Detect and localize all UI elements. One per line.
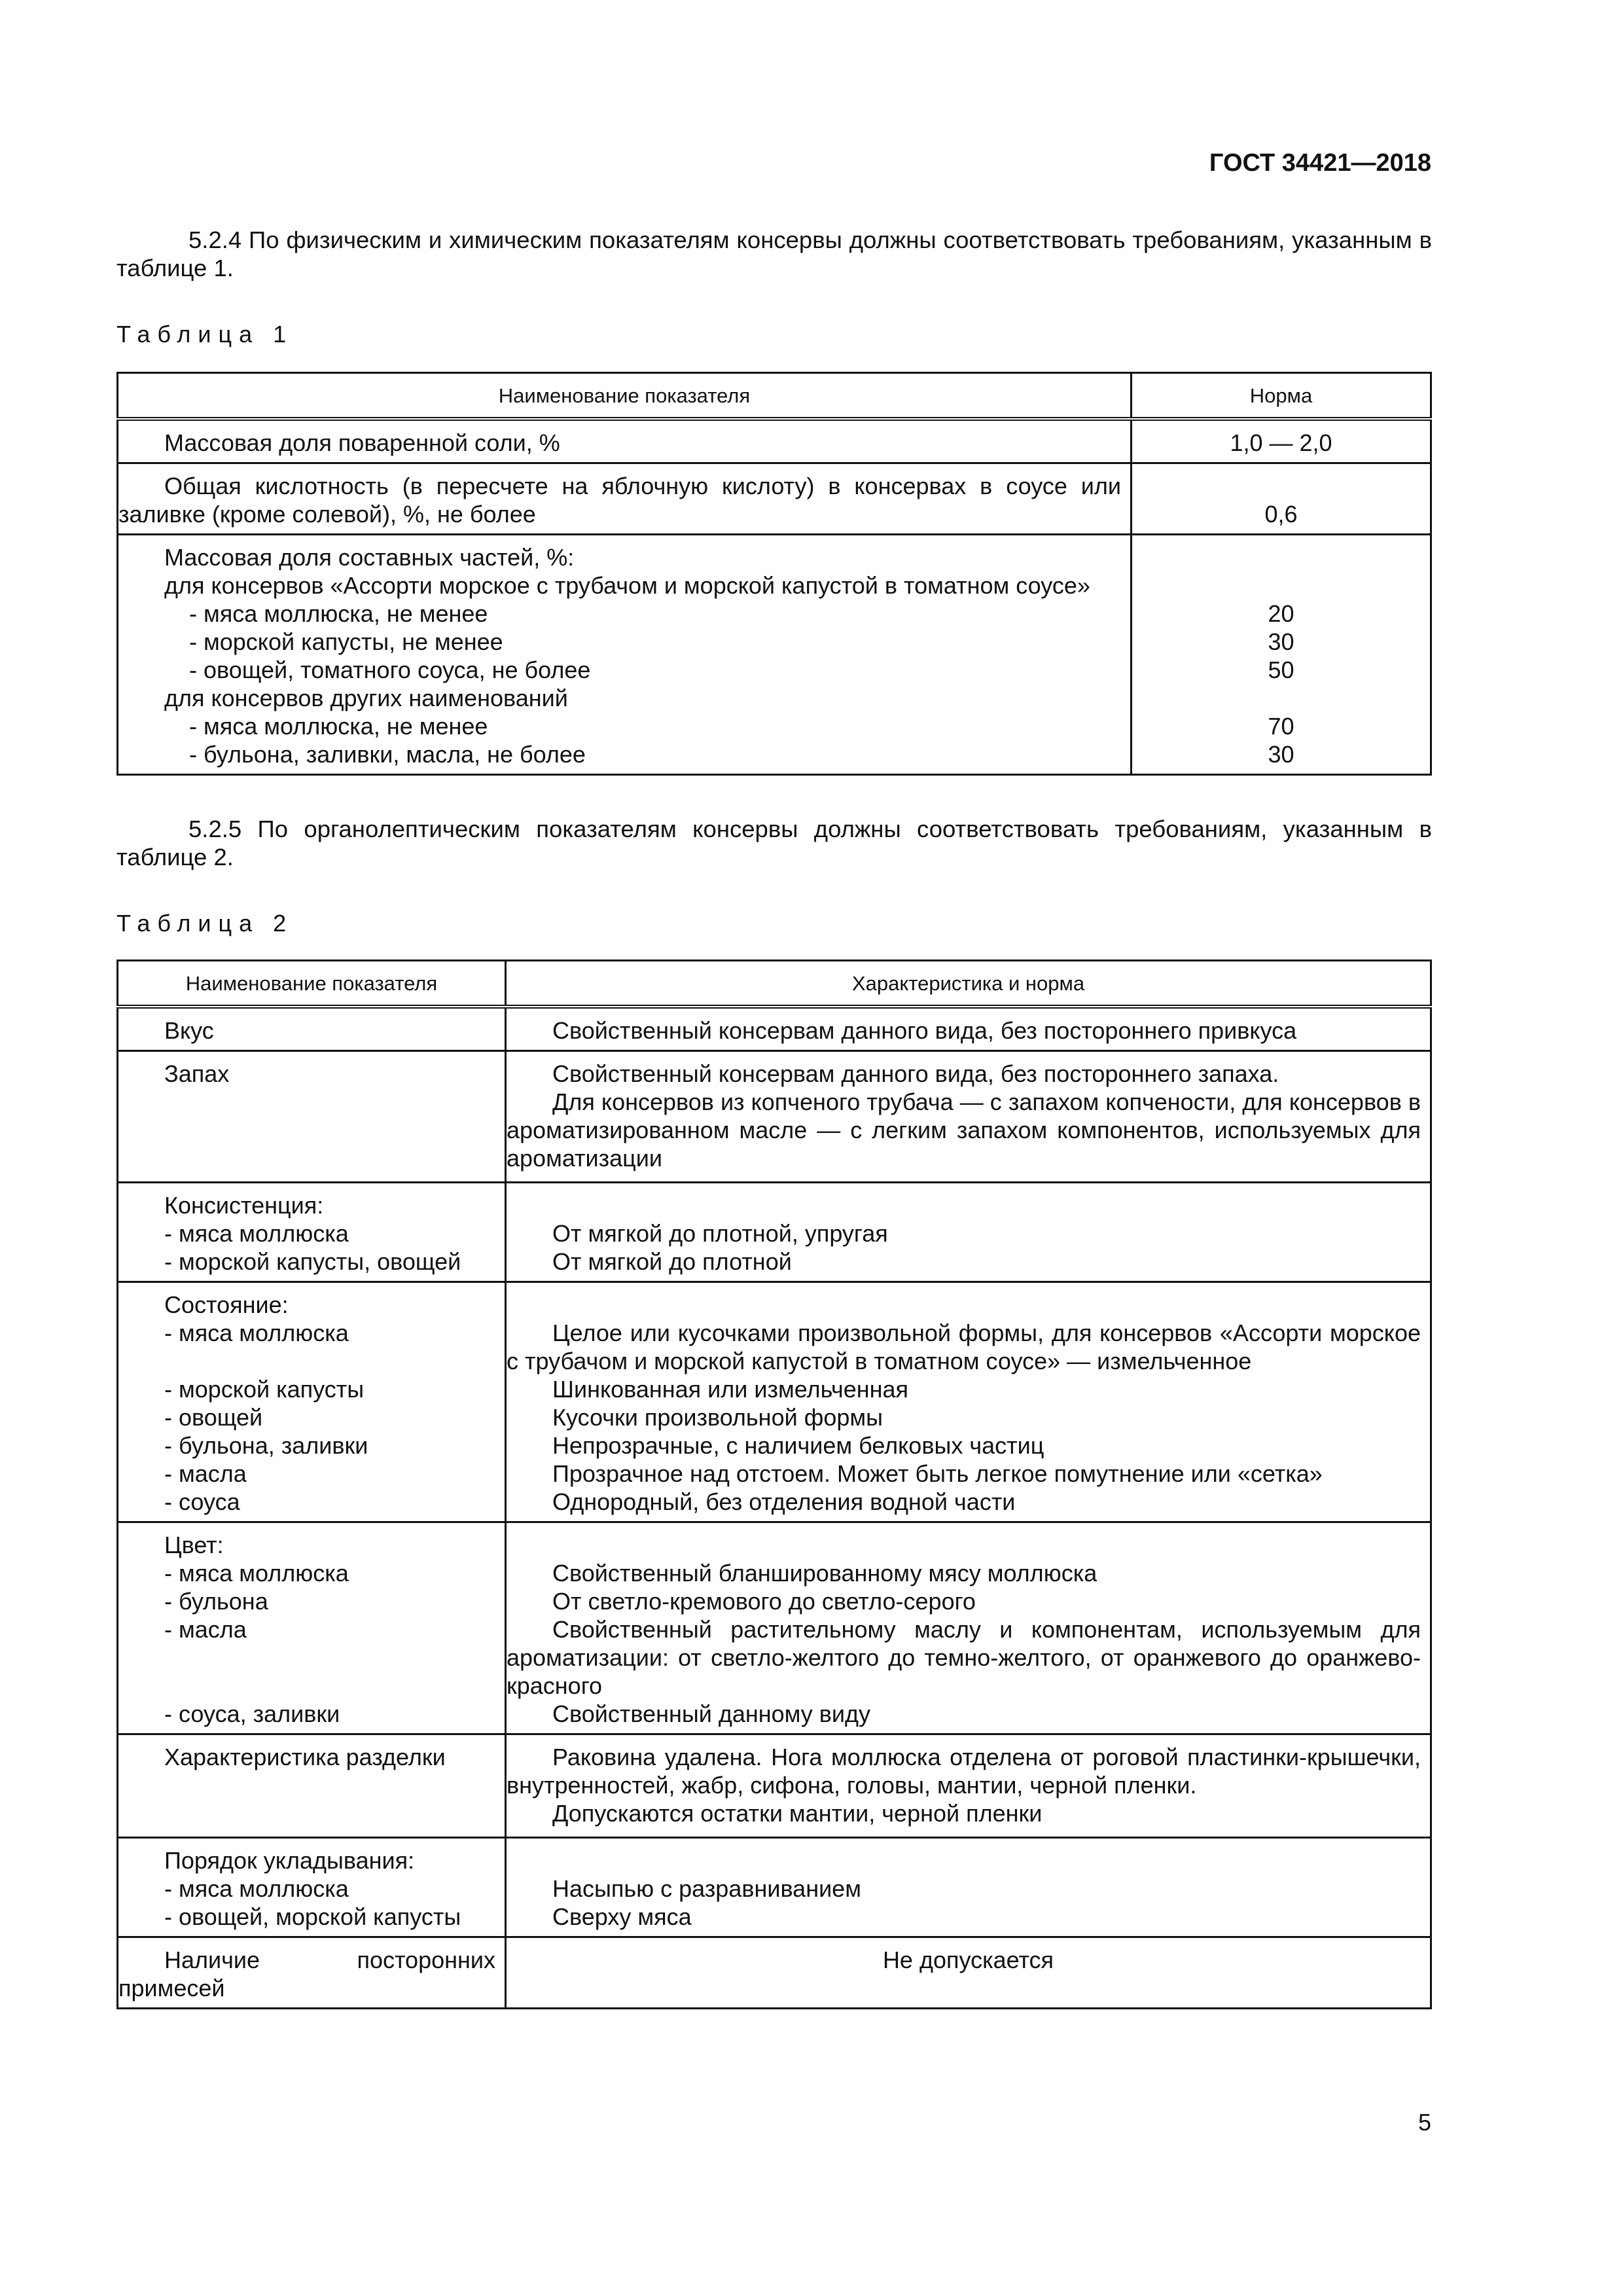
table-2-order-s1: - мяса моллюска: [164, 1875, 349, 1902]
table-row: [118, 463, 1431, 535]
table-2-header-name: Наименование показателя: [118, 961, 506, 1007]
table-1-r3-l8: - бульона, заливки, масла, не более: [189, 741, 586, 768]
table-1-r3-v4: 30: [1268, 628, 1294, 655]
page-number: 5: [1418, 2109, 1431, 2136]
table-2-color-v4: Свойственный данному виду: [552, 1700, 871, 1727]
table-2-cut-name: Характеристика разделки: [118, 1734, 506, 1838]
table-2-taste-name: Вкус: [118, 1007, 506, 1051]
table-2-order-v1: Насыпью с разравниванием: [552, 1875, 861, 1902]
table-1-r3-l5: - овощей, томатного соуса, не более: [189, 656, 591, 683]
table-2-color-v2: От светло-кремового до светло-серого: [552, 1588, 976, 1615]
table-2-order-s2: - овощей, морской капусты: [164, 1903, 461, 1930]
paragraph-5-2-4: 5.2.4 По физическим и химическим показателям консервы должны соответствовать требованиям, указанным в таблице 1.: [116, 226, 1432, 281]
table-2-state-s6: - соуса: [164, 1488, 240, 1515]
table-2-state-name: Состояние:: [164, 1291, 289, 1318]
table-2-state-s2: - морской капусты: [164, 1376, 365, 1403]
table-row: [118, 419, 1431, 463]
table-2-state-v6: Однородный, без отделения водной части: [552, 1488, 1016, 1515]
table-1-header-name: Наименование показателя: [118, 373, 1132, 420]
table-2-smell-v1: Свойственный консервам данного вида, без постороннего запаха.: [552, 1060, 1279, 1087]
table-1-r3-l3: - мяса моллюска, не менее: [189, 600, 488, 627]
table-2-smell-v2: Для консервов из копченого трубача — с запахом копчености, для консервов в ароматизированном масле — с легким запахом компонентов, используемых для ароматизации: [507, 1088, 1421, 1172]
table-2: [116, 960, 1432, 2009]
table-2-state-v2: Шинкованная или измельченная: [552, 1376, 909, 1403]
table-1: [116, 372, 1432, 776]
table-2-color-s4: - соуса, заливки: [164, 1700, 340, 1727]
table-1-r1-name: Массовая доля поваренной соли, %: [118, 419, 1132, 463]
table-row: [118, 1282, 1431, 1522]
table-2-imp-name: Наличие посторонних примесей: [118, 1946, 495, 2001]
table-2-cons-v1: От мягкой до плотной, упругая: [552, 1220, 888, 1247]
table-2-state-s3: - овощей: [164, 1404, 263, 1431]
table-1-r3-v5: 50: [1268, 656, 1294, 683]
table-row: [118, 1937, 1431, 2009]
table-1-r2-name: Общая кислотность (в пересчете на яблочную кислоту) в консервах в соусе или заливке (кроме солевой), %, не более: [118, 473, 1121, 528]
document-header: ГОСТ 34421—2018: [1209, 149, 1431, 177]
table-1-r3-l6: для консервов других наименований: [164, 685, 568, 711]
table-2-color-s1: - мяса моллюска: [164, 1560, 349, 1587]
table-2-state-s4: - бульона, заливки: [164, 1432, 368, 1459]
table-2-state-s5: - масла: [164, 1460, 247, 1487]
table-1-r3-l4: - морской капусты, не менее: [189, 628, 503, 655]
table-1-r3-l7: - мяса моллюска, не менее: [189, 713, 488, 740]
table-row: [118, 1007, 1431, 1051]
table-2-state-s1: - мяса моллюска: [164, 1319, 349, 1346]
table-2-taste-val: Свойственный консервам данного вида, без постороннего привкуса: [506, 1007, 1431, 1051]
table-2-smell-name: Запах: [118, 1051, 506, 1183]
table-row: [118, 1838, 1431, 1937]
table-1-r3-l1: Массовая доля составных частей, %:: [164, 544, 575, 571]
table-2-color-s2: - бульона: [164, 1588, 268, 1615]
table-1-r2-norm: 0,6: [1132, 463, 1431, 535]
table-1-header-norm: Норма: [1132, 373, 1431, 420]
table-1-r3-v3: 20: [1268, 600, 1294, 627]
table-2-color-v3: Свойственный растительному маслу и компонентам, используемым для ароматизации: от светло-желтого до темно-желтого, от оранжевого до оранжево-красного: [507, 1616, 1421, 1699]
table-2-cons-name: Консистенция:: [164, 1192, 324, 1219]
table-2-header-char: Характеристика и норма: [506, 961, 1431, 1007]
table-row: [118, 535, 1431, 775]
table-2-color-v1: Свойственный бланшированному мясу моллюска: [552, 1560, 1097, 1587]
table-2-state-v5: Прозрачное над отстоем. Может быть легкое помутнение или «сетка»: [552, 1460, 1323, 1487]
table-2-cons-v2: От мягкой до плотной: [552, 1248, 792, 1275]
table-1-caption: Таблица 1: [116, 321, 294, 348]
table-2-color-s3: - масла: [164, 1616, 247, 1643]
table-row: [118, 1051, 1431, 1183]
table-row: [118, 1734, 1431, 1838]
table-1-r3-l2: для консервов «Ассорти морское с трубачом и морской капустой в томатном соусе»: [164, 572, 1090, 599]
table-2-state-v3: Кусочки произвольной формы: [552, 1404, 883, 1431]
table-2-cons-s1: - мяса моллюска: [164, 1220, 349, 1247]
table-2-caption: Таблица 2: [116, 910, 294, 937]
table-2-cons-s2: - морской капусты, овощей: [164, 1248, 461, 1275]
table-row: [118, 1183, 1431, 1282]
paragraph-5-2-5: 5.2.5 По органолептическим показателям консервы должны соответствовать требованиям, указанным в таблице 2.: [116, 816, 1432, 870]
table-2-state-v4: Непрозрачные, с наличием белковых частиц: [552, 1432, 1044, 1459]
table-2-color-name: Цвет:: [164, 1532, 224, 1558]
table-1-r3-v8: 30: [1268, 741, 1294, 768]
table-row: [118, 1522, 1431, 1734]
table-1-r1-norm: 1,0 — 2,0: [1132, 419, 1431, 463]
table-2-order-name: Порядок укладывания:: [164, 1847, 415, 1874]
table-1-r3-v7: 70: [1268, 713, 1294, 740]
table-2-state-v1: Целое или кусочками произвольной формы, для консервов «Ассорти морское с трубачом и морской капустой в томатном соусе» — измельченное: [507, 1319, 1421, 1374]
table-2-imp-val: Не допускается: [506, 1937, 1431, 2009]
table-2-order-v2: Сверху мяса: [552, 1903, 692, 1930]
table-2-cut-v2: Допускаются остатки мантии, черной пленки: [552, 1800, 1043, 1827]
table-2-cut-v1: Раковина удалена. Нога моллюска отделена от роговой пластинки-крышечки, внутренностей, жабр, сифона, головы, мантии, черной пленки.: [507, 1744, 1421, 1799]
